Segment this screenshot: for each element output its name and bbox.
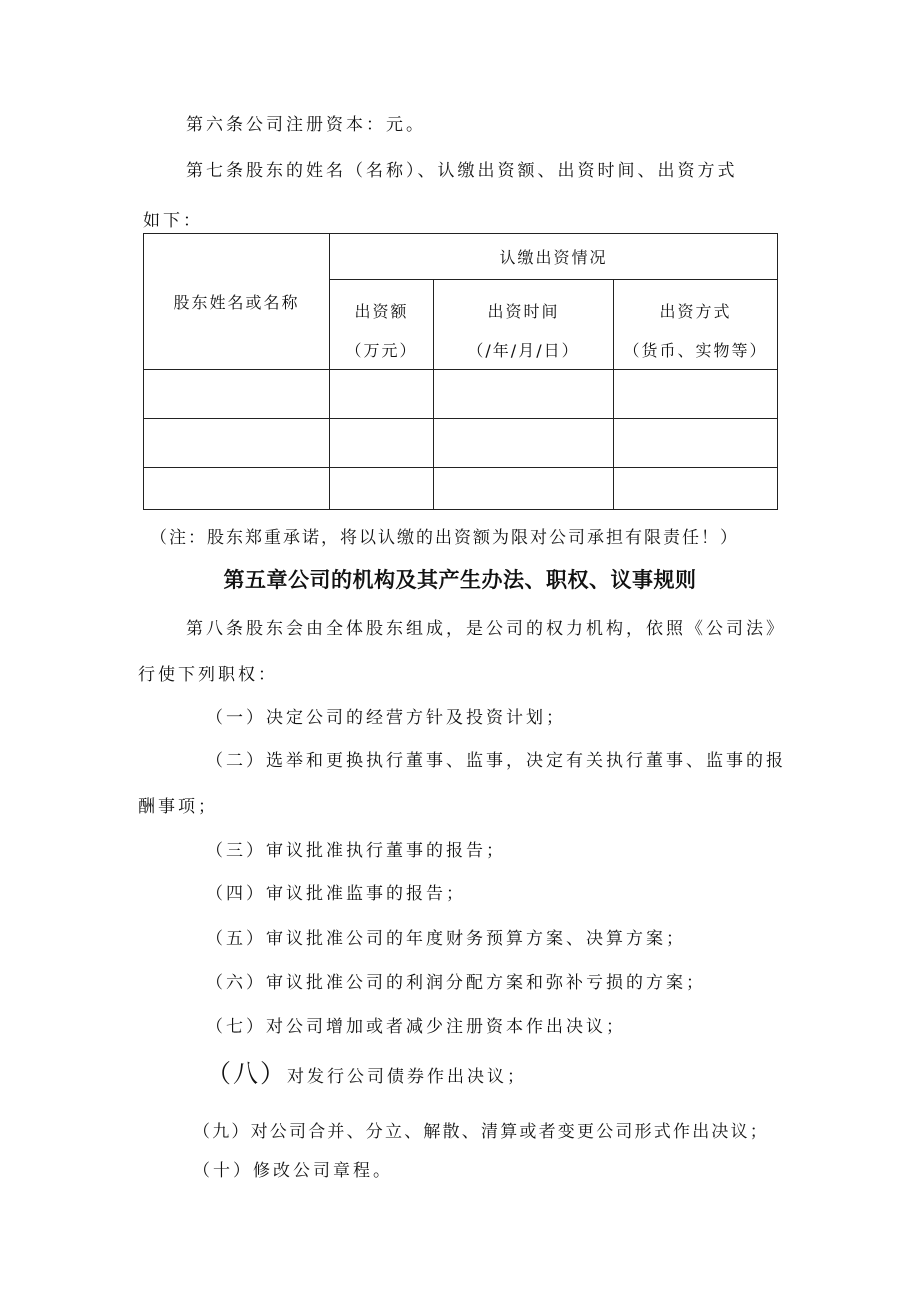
power-item-2-line-2: 酬事项； — [138, 797, 218, 817]
power-item-8-text: 对发行公司债券作出决议； — [287, 1067, 528, 1087]
table-row — [144, 468, 778, 510]
table-cell — [144, 468, 330, 510]
article-8-line-2: 行使下列职权： — [138, 665, 278, 685]
table-cell — [330, 468, 434, 510]
liability-note: （注：股东郑重承诺，将以认缴的出资额为限对公司承担有限责任！） — [150, 528, 739, 548]
article-7-line-1: 第七条股东的姓名（名称）、认缴出资额、出资时间、出资方式 — [186, 161, 738, 181]
header-contribution-group: 认缴出资情况 — [330, 234, 778, 280]
power-item-8-number: （八） — [206, 1059, 288, 1088]
header-amount-unit: （万元） — [345, 340, 418, 360]
power-item-2-line-1: （二）选举和更换执行董事、监事，决定有关执行董事、监事的报 — [206, 751, 786, 771]
header-method — [614, 280, 778, 370]
power-item-4: （四）审议批准监事的报告； — [206, 884, 466, 904]
header-shareholder-name: 股东姓名或名称 — [144, 234, 330, 370]
power-item-1: （一）决定公司的经营方针及投资计划； — [206, 708, 566, 728]
table-cell — [434, 370, 614, 419]
power-item-10: （十）修改公司章程。 — [193, 1161, 393, 1181]
table-cell — [434, 419, 614, 468]
table-row — [144, 370, 778, 419]
power-item-6: （六）审议批准公司的利润分配方案和弥补亏损的方案； — [206, 973, 706, 993]
table-cell — [614, 468, 778, 510]
header-time-label: 出资时间 — [487, 301, 560, 321]
header-amount — [330, 280, 434, 370]
header-method-unit: （货币、实物等） — [623, 340, 768, 360]
table-row — [144, 419, 778, 468]
article-8-line-1: 第八条股东会由全体股东组成，是公司的权力机构，依照《公司法》 — [186, 619, 786, 639]
power-item-8 — [206, 1059, 528, 1088]
table-header-row-1 — [144, 234, 778, 280]
article-6: 第六条公司注册资本：元。 — [186, 115, 426, 135]
power-item-9: （九）对公司合并、分立、解散、清算或者变更公司形式作出决议； — [193, 1122, 769, 1142]
header-amount-label: 出资额 — [354, 301, 409, 321]
article-7-line-2: 如下： — [143, 211, 203, 231]
table-cell — [614, 370, 778, 419]
table-cell — [330, 370, 434, 419]
table-cell — [144, 370, 330, 419]
table-cell — [330, 419, 434, 468]
power-item-5: （五）审议批准公司的年度财务预算方案、决算方案； — [206, 929, 686, 949]
power-item-7: （七）对公司增加或者减少注册资本作出决议； — [206, 1017, 626, 1037]
table-cell — [614, 419, 778, 468]
table-cell — [434, 468, 614, 510]
header-time-unit: （/年/月/日） — [467, 340, 580, 360]
capital-contribution-table — [143, 233, 778, 510]
header-method-label: 出资方式 — [659, 301, 732, 321]
header-time — [434, 280, 614, 370]
power-item-3: （三）审议批准执行董事的报告； — [206, 841, 506, 861]
chapter-5-heading: 第五章公司的机构及其产生办法、职权、议事规则 — [223, 568, 697, 592]
table-cell — [144, 419, 330, 468]
